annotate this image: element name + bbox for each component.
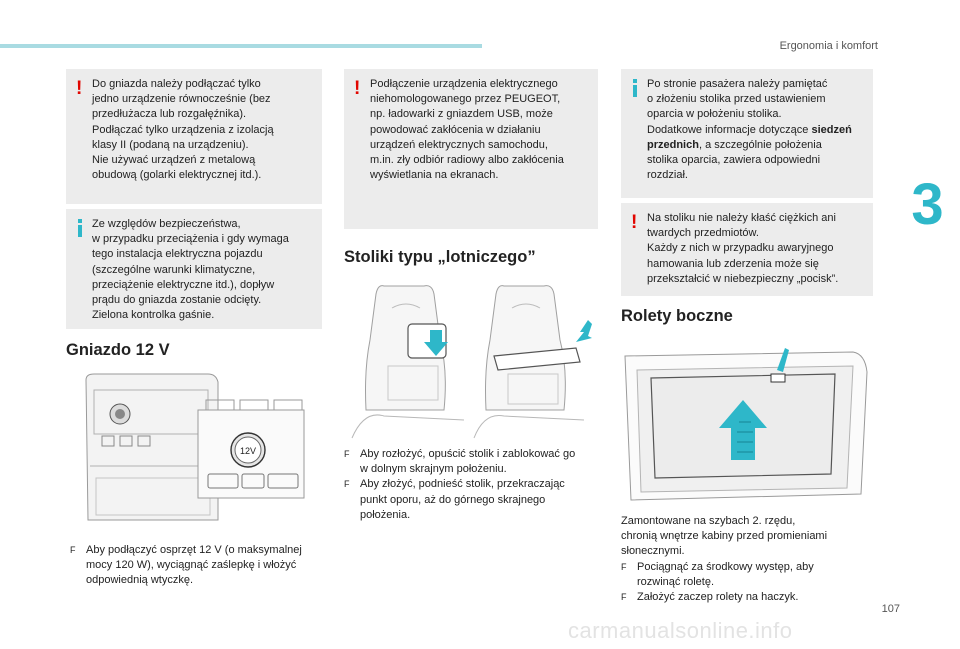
header-accent-bar [0, 44, 482, 48]
bullet-icon: F [621, 561, 627, 572]
text-line: Aby złożyć, podnieść stolik, przekraczając [360, 478, 565, 491]
info-text [92, 217, 314, 323]
text-line: Zamontowane na szybach 2. rzędu, [621, 515, 796, 527]
list-item [344, 477, 604, 523]
text-line: Każdy z nich w przypadku awaryjnego [647, 242, 834, 255]
text-line: Zielona kontrolka gaśnie. [92, 309, 215, 322]
text-line: położenia. [360, 508, 411, 521]
warning-icon: ! [631, 212, 638, 233]
bullet-icon: F [621, 592, 627, 603]
info-text [647, 77, 865, 183]
text-line: niehomologowanego przez PEUGEOT, [370, 93, 561, 106]
heading-socket-12v: Gniazdo 12 V [66, 341, 170, 359]
text-line: chronią wnętrze kabiny przed promieniami [621, 530, 828, 543]
text-line: w przypadku przeciążenia i gdy wymaga [92, 233, 289, 246]
text-line: oparcia w położeniu stolika. [647, 108, 782, 121]
text-line: Podłączać tylko urządzenia z izolacją [92, 123, 274, 136]
tray-table-instructions [344, 447, 604, 523]
warning-icon: ! [76, 78, 83, 99]
text-line [647, 123, 865, 138]
warning-text [647, 211, 865, 287]
text-line [647, 138, 865, 153]
text-line: mocy 120 W), wyciągnąć zaślepkę i włożyć [86, 559, 297, 572]
socket-label: 12V [239, 446, 257, 456]
text-line: Aby rozłożyć, opuścić stolik i zablokować go [360, 448, 576, 460]
bold-span: siedzeń [811, 123, 852, 136]
bullet-icon: F [344, 449, 350, 459]
text-line: Pociągnąć za środkowy występ, aby [637, 560, 814, 573]
text-line: przeciążenie elektryczne itd.), dopływ [92, 278, 275, 291]
text-line: np. ładowarki z gniazdem USB, może [370, 108, 553, 121]
side-blind-illustration [621, 342, 873, 502]
text-line: Na stoliku nie należy kłaść ciężkich ani [647, 212, 836, 224]
warning-box-tray-objects [621, 203, 873, 296]
text-line: rozwinąć roletę. [637, 575, 715, 588]
text-line: przedłużacza lub rozgałęźnika). [92, 108, 247, 121]
heading-side-blinds: Rolety boczne [621, 307, 733, 325]
text-line: stolika oparcia, zawiera odpowiedni [647, 154, 821, 167]
text-line: Podłączenie urządzenia elektrycznego [370, 78, 558, 90]
warning-icon: ! [354, 78, 361, 99]
bold-span: przednich [647, 138, 699, 151]
text-line: prądu do gniazda zostanie odcięty. [92, 294, 262, 307]
text-line: urządzeń elektrycznych samochodu, [370, 138, 548, 151]
tray-table-illustration [344, 280, 598, 440]
info-box-overload [66, 209, 322, 329]
text-line: punkt oporu, aż do górnego skrajnego [360, 493, 546, 506]
text-line: o złożeniu stolika przed ustawieniem [647, 93, 826, 106]
info-box-passenger [621, 69, 873, 198]
text-line: Po stronie pasażera należy pamiętać [647, 78, 828, 90]
text-span: , a szczególnie położenia [698, 138, 822, 151]
text-line: Aby podłączyć osprzęt 12 V (o maksymalnej [86, 544, 302, 556]
text-line: w dolnym skrajnym położeniu. [360, 463, 507, 476]
text-line: (szczególne warunki klimatyczne, [92, 263, 256, 276]
text-line: Nie używać urządzeń z metalową [92, 154, 256, 167]
bullet-icon: F [70, 545, 76, 555]
text-line: m.in. zły odbiór radiowy albo zakłócenia [370, 154, 564, 167]
socket-illustration [80, 370, 312, 530]
text-line: twardych przedmiotów. [647, 227, 759, 240]
warning-text [92, 77, 314, 183]
socket-instructions [70, 543, 326, 589]
text-line: słonecznymi. [621, 545, 685, 558]
watermark: carmanualsonline.info [568, 618, 793, 643]
text-line: odpowiednią wtyczkę. [86, 574, 194, 587]
page-number: 107 [881, 603, 900, 615]
text-line: powodować zakłócenia w działaniu [370, 123, 541, 136]
bullet-icon: F [344, 479, 350, 490]
list-item [344, 447, 604, 477]
text-line: tego instalacja elektryczna pojazdu [92, 248, 263, 261]
warning-box-electrical [344, 69, 598, 229]
info-icon [78, 219, 82, 237]
text-line: jedno urządzenie równocześnie (bez [92, 93, 271, 106]
list-item [70, 543, 326, 589]
info-icon [633, 79, 637, 97]
text-span: Dodatkowe informacje dotyczące [647, 123, 812, 136]
section-title: Ergonomia i komfort [779, 40, 878, 52]
text-line: wyświetlania na ekranach. [370, 169, 499, 182]
warning-text [370, 77, 590, 183]
heading-tray-tables: Stoliki typu „lotniczego” [344, 248, 536, 266]
text-line: Ze względów bezpieczeństwa, [92, 218, 241, 230]
text-line: klasy II (podaną na urządzeniu). [92, 138, 249, 151]
side-blind-instructions [621, 514, 881, 605]
warning-box-socket [66, 69, 322, 204]
text-line: hamowania lub zderzenia może się [647, 257, 819, 270]
text-line: rozdział. [647, 169, 688, 182]
text-line: przekształcić w niebezpieczny „pocisk”. [647, 272, 839, 285]
chapter-number: 3 [911, 172, 944, 237]
text-line: Do gniazda należy podłączać tylko [92, 78, 261, 90]
text-line: Założyć zaczep rolety na haczyk. [637, 591, 799, 604]
text-line: obudową (golarki elektrycznej itd.). [92, 169, 262, 182]
list-item [621, 590, 881, 605]
list-item [621, 560, 881, 590]
